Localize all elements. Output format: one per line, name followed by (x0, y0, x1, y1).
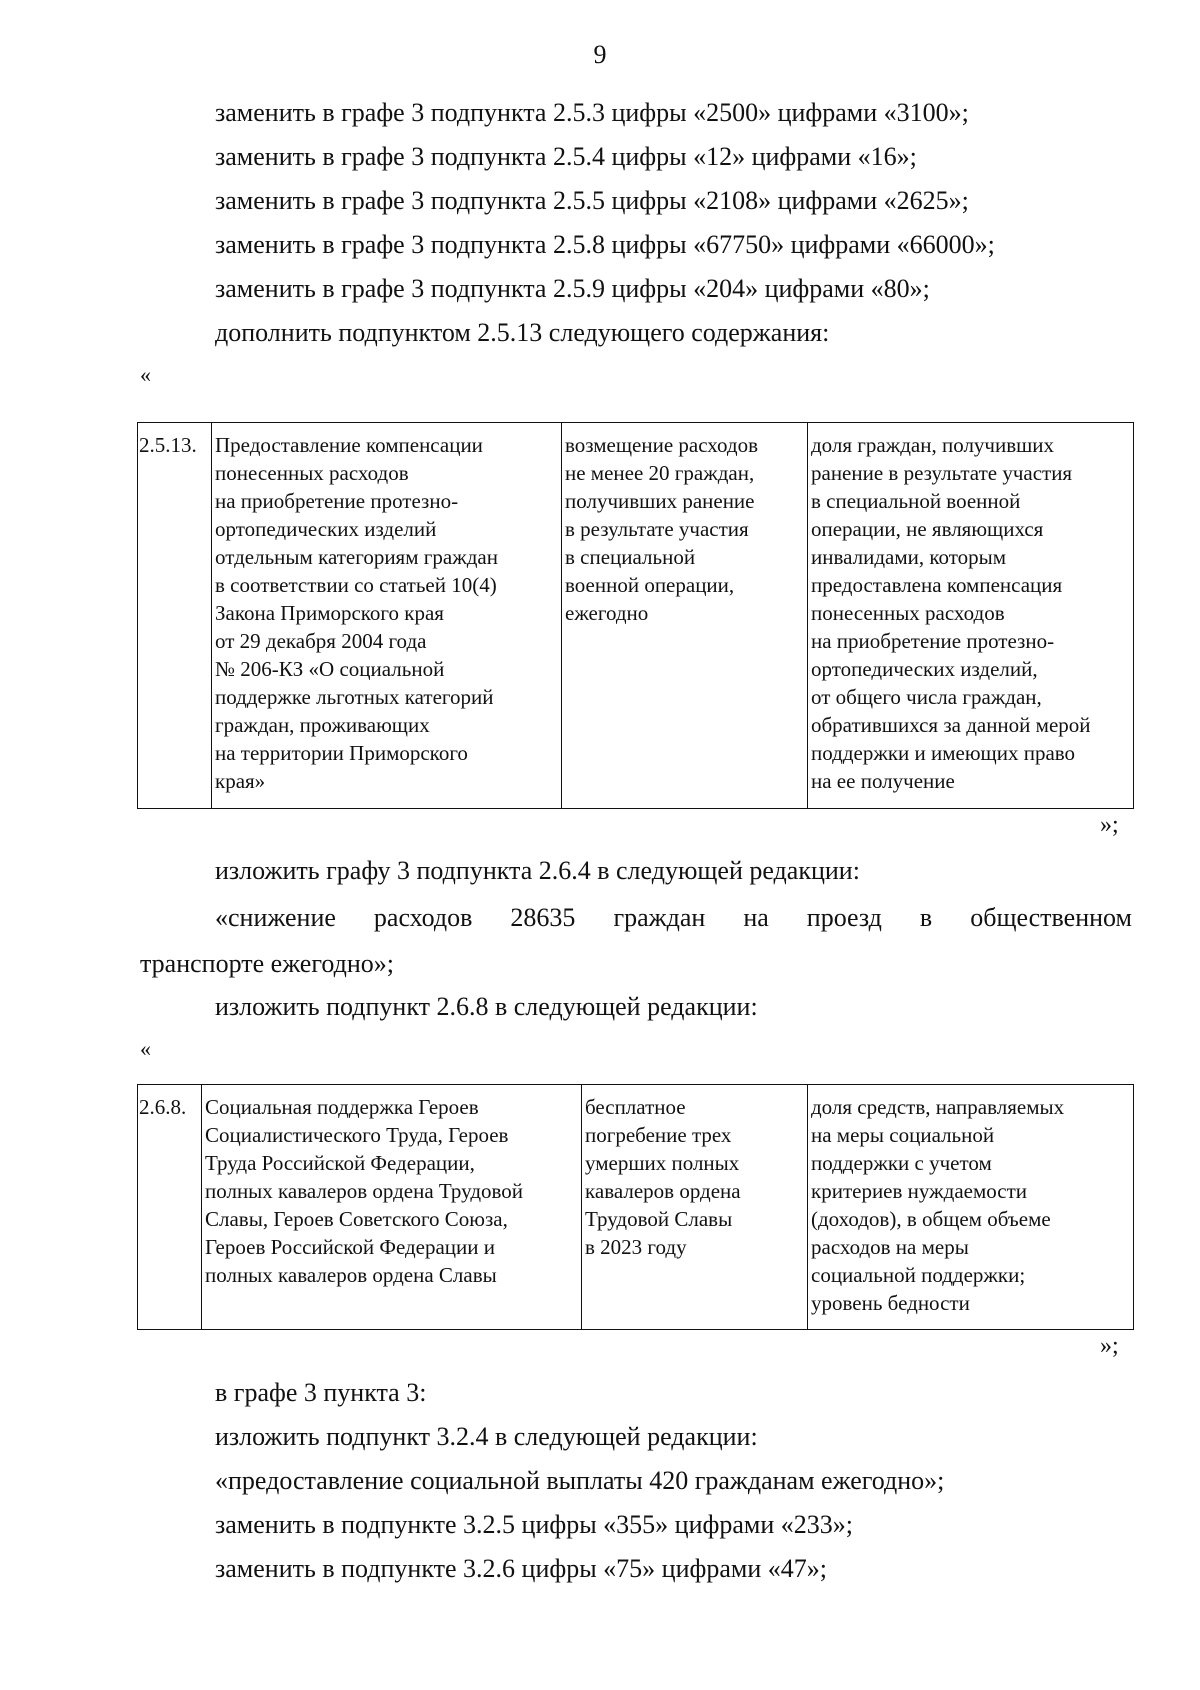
paragraph-3-2-4-text: «предоставление социальной выплаты 420 гражданам ежегодно»; (215, 1466, 945, 1495)
text-line: ортопедических изделий (215, 517, 437, 541)
item-number: 2.5.13. (139, 433, 197, 457)
result-cell (582, 1085, 808, 1330)
text-line: в специальной военной (811, 489, 1021, 513)
text-line: ранение в результате участия (811, 461, 1073, 485)
paragraph-2-6-4-intro: изложить графу 3 подпункта 2.6.4 в следующей редакции: (215, 856, 860, 885)
text-line: доля граждан, получивших (811, 433, 1055, 457)
page-number: 9 (593, 40, 607, 69)
paragraph-replace-2-5-8: заменить в графе 3 подпункта 2.5.8 цифры «67750» цифрами «66000»; (215, 230, 995, 259)
text-line: поддержке льготных категорий (215, 685, 494, 709)
measure-name-cell (202, 1085, 582, 1330)
text-line: Героев Российской Федерации и (205, 1235, 496, 1259)
text-line: на приобретение протезно- (215, 489, 459, 513)
paragraph-replace-2-5-9: заменить в графе 3 подпункта 2.5.9 цифры «204» цифрами «80»; (215, 274, 930, 303)
text-line: расходов на меры (811, 1235, 969, 1259)
text-line: предоставлена компенсация (811, 573, 1063, 597)
indicator-cell (808, 423, 1134, 809)
amendment-table-2-5-13 (137, 422, 1134, 809)
paragraph-replace-2-5-4: заменить в графе 3 подпункта 2.5.4 цифры «12» цифрами «16»; (215, 142, 917, 171)
table-row (138, 423, 1134, 809)
text-line: от общего числа граждан, (811, 685, 1042, 709)
result-cell (562, 423, 808, 809)
text-line: умерших полных (585, 1151, 740, 1175)
text-line: на территории Приморского (215, 741, 468, 765)
open-quote-2: « (140, 1036, 151, 1061)
text-line: граждан, проживающих (215, 713, 430, 737)
close-quote-2: »; (1100, 1333, 1119, 1359)
item-number-cell (138, 423, 212, 809)
text-line: от 29 декабря 2004 года (215, 629, 427, 653)
paragraph-replace-3-2-6: заменить в подпункте 3.2.6 цифры «75» цифрами «47»; (215, 1554, 827, 1583)
text-line: на ее получение (811, 769, 955, 793)
text-line: отдельным категориям граждан (215, 545, 498, 569)
text-line: возмещение расходов (565, 433, 758, 457)
text-line: критериев нуждаемости (811, 1179, 1028, 1203)
text-line: Трудовой Славы (585, 1207, 733, 1231)
paragraph-3-2-4-intro: изложить подпункт 3.2.4 в следующей редакции: (215, 1422, 758, 1451)
item-number: 2.6.8. (139, 1095, 187, 1119)
text-line: не менее 20 граждан, (565, 461, 755, 485)
paragraph-line: «снижение расходов 28635 граждан на проезд в общественном (215, 903, 1132, 932)
measure-name-cell (212, 423, 562, 809)
paragraph-replace-3-2-5: заменить в подпункте 3.2.5 цифры «355» цифрами «233»; (215, 1510, 853, 1539)
paragraph-add-2-5-13: дополнить подпунктом 2.5.13 следующего содержания: (215, 318, 830, 347)
text-line: уровень бедности (811, 1291, 970, 1315)
paragraph-2-6-8-intro: изложить подпункт 2.6.8 в следующей редакции: (215, 992, 758, 1021)
text-line: социальной поддержки; (811, 1263, 1026, 1287)
text-line: на приобретение протезно- (811, 629, 1055, 653)
item-number-cell (138, 1085, 202, 1330)
paragraph-replace-2-5-5: заменить в графе 3 подпункта 2.5.5 цифры «2108» цифрами «2625»; (215, 186, 969, 215)
table-row (138, 1085, 1134, 1330)
text-line: (доходов), в общем объеме (811, 1207, 1051, 1231)
text-line: Труда Российской Федерации, (205, 1151, 475, 1175)
text-line: поддержки и имеющих право (811, 741, 1076, 765)
paragraph-replace-2-5-3: заменить в графе 3 подпункта 2.5.3 цифры «2500» цифрами «3100»; (215, 98, 969, 127)
amendment-table-2-6-8 (137, 1084, 1134, 1330)
text-line: понесенных расходов (215, 461, 409, 485)
open-quote-1: « (140, 362, 151, 387)
text-line: в специальной (565, 545, 696, 569)
text-line: получивших ранение (565, 489, 755, 513)
text-line: Закона Приморского края (215, 601, 444, 625)
text-line: операции, не являющихся (811, 517, 1044, 541)
text-line: обратившихся за данной мерой (811, 713, 1091, 737)
text-line: погребение трех (585, 1123, 732, 1147)
text-line: Предоставление компенсации (215, 433, 483, 457)
text-line: в соответствии со статьей 10(4) (215, 573, 497, 597)
close-quote-1: »; (1100, 812, 1119, 838)
text-line: в 2023 году (585, 1235, 687, 1259)
text-line: ортопедических изделий, (811, 657, 1038, 681)
text-line: поддержки с учетом (811, 1151, 992, 1175)
text-line: ежегодно (565, 601, 649, 625)
text-line: края» (215, 769, 266, 793)
text-line: на меры социальной (811, 1123, 995, 1147)
text-line: военной операции, (565, 573, 735, 597)
text-line: полных кавалеров ордена Трудовой (205, 1179, 524, 1203)
paragraph-2-6-4-text (140, 895, 1132, 987)
paragraph-line: транспорте ежегодно»; (140, 949, 394, 978)
text-line: Социальная поддержка Героев (205, 1095, 479, 1119)
text-line: бесплатное (585, 1095, 686, 1119)
paragraph-column-3-point-3: в графе 3 пункта 3: (215, 1378, 427, 1407)
text-line: полных кавалеров ордена Славы (205, 1263, 497, 1287)
text-line: Социалистического Труда, Героев (205, 1123, 509, 1147)
text-line: доля средств, направляемых (811, 1095, 1065, 1119)
text-line: № 206-КЗ «О социальной (215, 657, 445, 681)
text-line: в результате участия (565, 517, 749, 541)
text-line: Славы, Героев Советского Союза, (205, 1207, 508, 1231)
text-line: инвалидами, которым (811, 545, 1007, 569)
text-line: понесенных расходов (811, 601, 1005, 625)
indicator-cell (808, 1085, 1134, 1330)
text-line: кавалеров ордена (585, 1179, 741, 1203)
